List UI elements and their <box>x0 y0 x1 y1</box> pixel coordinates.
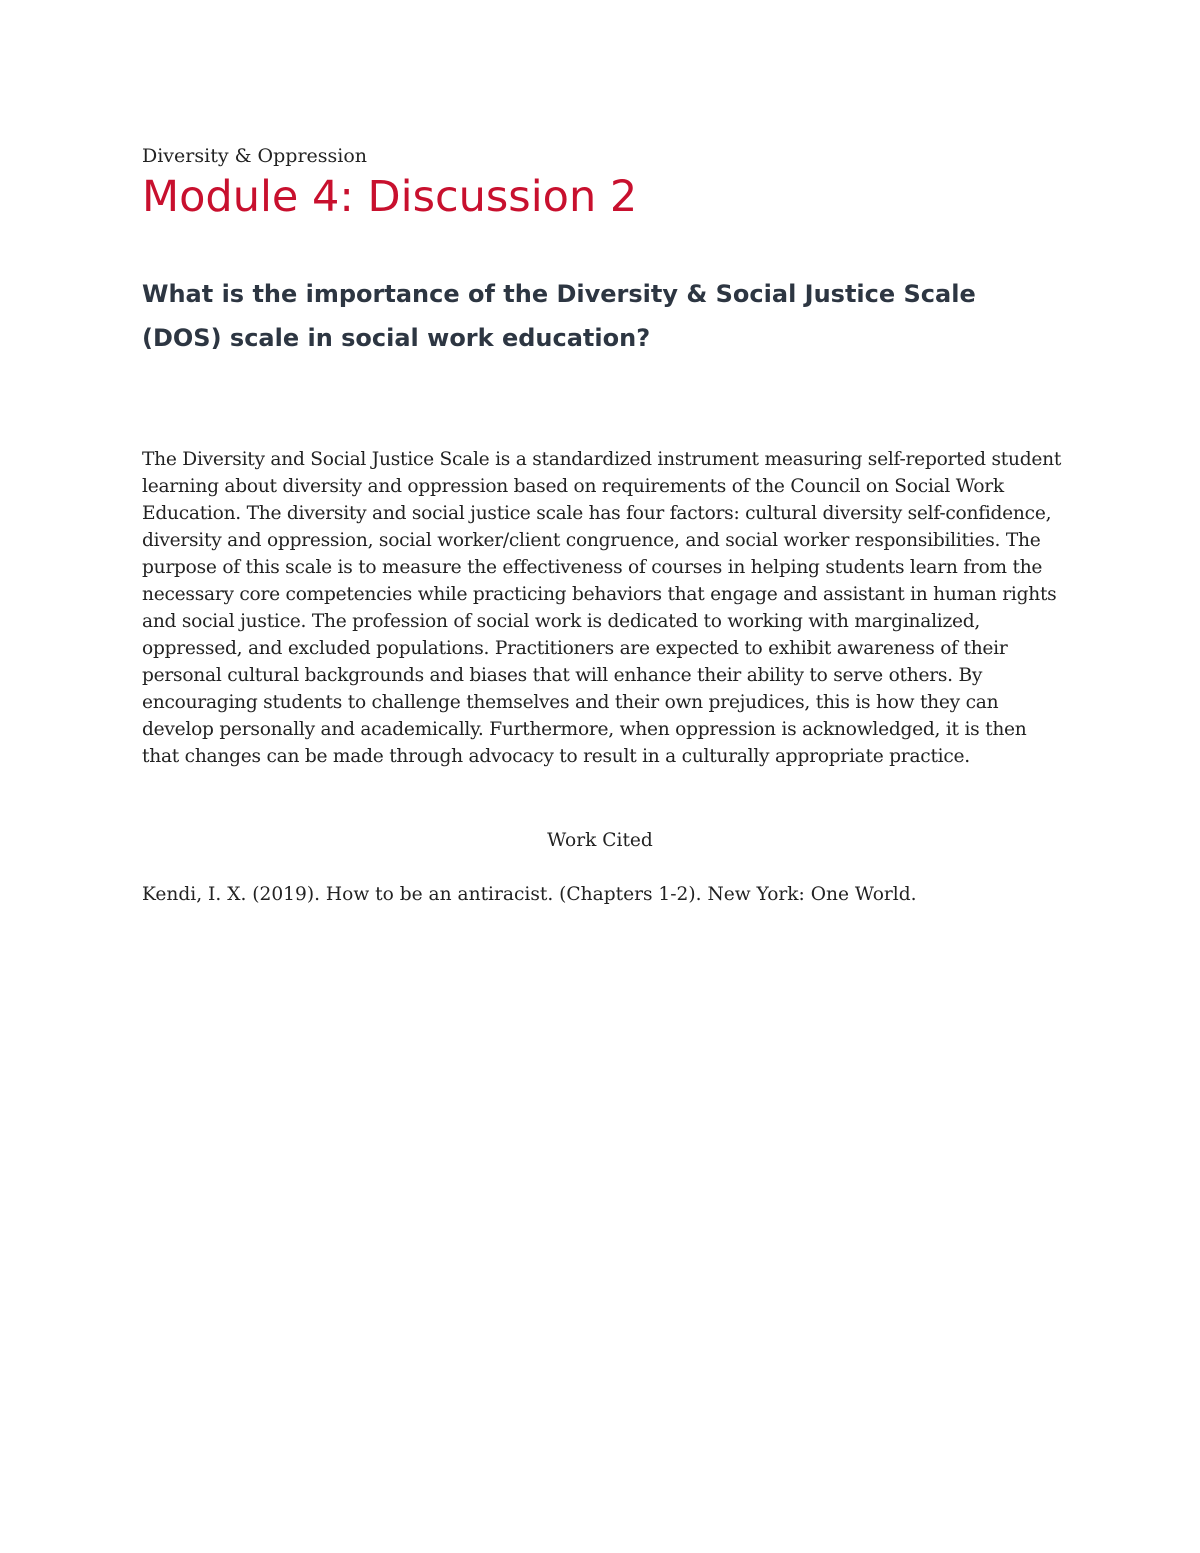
response-paragraph: The Diversity and Social Justice Scale is a standardized instrument measuring self-reported student learning about diversity and oppression based on requirements of the Council on Social Work Education. The diversity and social justice scale has four factors: cultural diversity self-confidence, diversity and oppression, social worker/client congruence, and social worker responsibilities. The purpose of this scale is to measure the effectiveness of courses in helping students learn from the necessary core competencies while practicing behaviors that engage and assistant in human rights and social justice. The profession of social work is dedicated to working with marginalized, oppressed, and excluded populations. Practitioners are expected to exhibit awareness of their personal cultural backgrounds and biases that will enhance their ability to serve others. By encouraging students to challenge themselves and their own prejudices, this is how they can develop personally and academically. Furthermore, when oppression is acknowledged, it is then that changes can be made through advocacy to result in a culturally appropriate practice. <box>142 449 1062 767</box>
discussion-question: What is the importance of the Diversity & Social Justice Scale (DOS) scale in social work education? <box>142 280 976 352</box>
page-title: Module 4: Discussion 2 <box>142 172 638 222</box>
course-subject: Diversity & Oppression <box>142 145 368 167</box>
works-cited-heading: Work Cited <box>547 830 653 851</box>
document-content <box>142 142 1062 909</box>
citation-entry: Kendi, I. X. (2019). How to be an antiracist. (Chapters 1-2). New York: One World. <box>142 884 917 905</box>
